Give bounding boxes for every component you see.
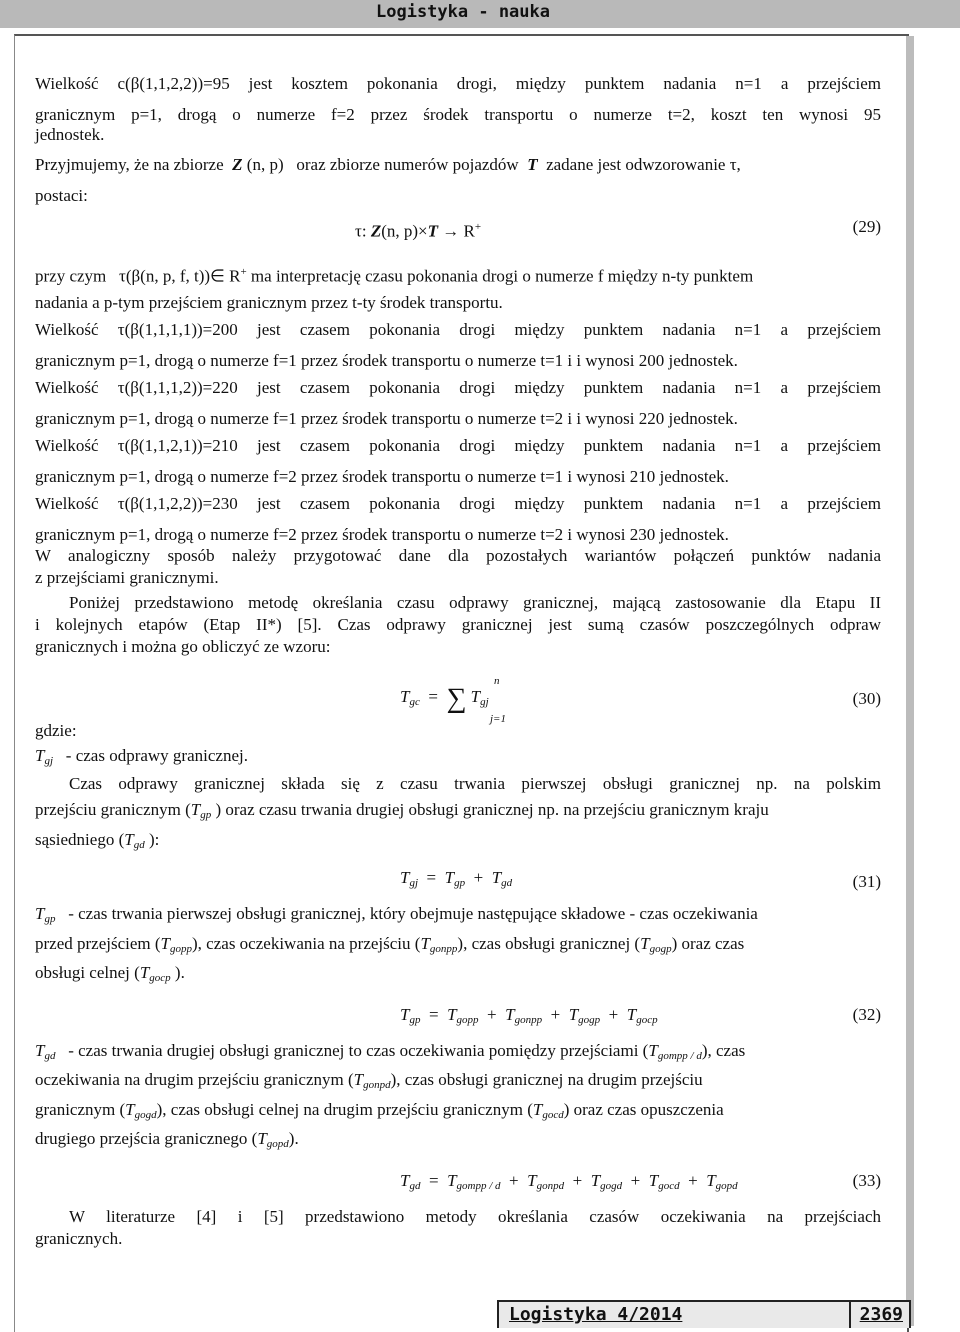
var-t: T [447,1171,457,1190]
reals-symbol: R [463,221,475,241]
sub-gocd: gocd [658,1180,680,1192]
sub-gp: gp [409,1014,421,1026]
sub-gd: gd [44,1050,56,1062]
var-t: T [400,868,410,887]
equation-number: (32) [852,1005,881,1024]
var-t: T [648,1041,658,1060]
equals-symbol: = [428,1171,439,1190]
equals-symbol: = [428,687,438,706]
text-span: ), czas obsługi celnej na drugim przejściu granicznym ( [156,1100,533,1119]
text-span: obsługi celnej ( [35,963,140,982]
plus-symbol: + [473,868,484,887]
plus-symbol: + [572,1171,583,1190]
var-t: T [626,1005,637,1024]
text-line: granicznym p=1, drogą o numerze f=1 przez środek transportu o numerze t=1 i i wynosi 200 jednostek. [35,351,738,370]
header-bar [0,0,960,28]
text-span: ma interpretację czasu pokonania drogi o numerze f między n-ty punktem [250,266,754,286]
plus-symbol: + [688,1171,698,1190]
sum-lower-limit: j=1 [490,713,506,725]
var-t: T [353,1070,364,1089]
var-t: T [35,746,45,765]
plus-symbol: + [487,1005,497,1024]
text-line: granicznym p=1, drogą o numerze f=2 przez środek transportu o numerze t=2, koszt ten wynosi 95 [35,105,881,124]
text-line [35,903,881,930]
set-z-symbol: Z [370,221,382,241]
equation-31 [400,867,512,894]
plus-symbol: + [630,1171,641,1190]
text-span: ), czas [701,1041,746,1060]
plus-symbol: + [608,1005,619,1024]
text-span: ) oraz czas opuszczenia [563,1100,724,1119]
text-line [35,261,881,288]
text-span: przejściu granicznym ( [35,800,191,819]
equation-29 [355,216,481,243]
sub-gonpd: gonpd [536,1180,565,1192]
var-t: T [640,934,650,953]
sub-gogp: gogp [649,943,672,955]
set-t-symbol: T [427,221,439,241]
text-line: Wielkość τ(β(1,1,1,2))=220 jest czasem pokonania drogi między punktem nadania n=1 a przejściem [35,378,881,397]
text-line [35,1099,881,1126]
sum-upper-limit: n [494,675,500,687]
sub-gopp: gopp [170,943,193,955]
text-line: W analogiczny sposób należy przygotować dane dla pozostałych wariantów połączeń punktów nadania [35,546,881,565]
var-t: T [124,830,134,849]
sub-gonpp: gonpp [514,1014,543,1026]
footer-journal: Logistyka 4/2014 [509,1304,683,1325]
text-span: sąsiedniego ( [35,830,125,849]
text-line: granicznych. [35,1229,123,1248]
equation-number: (33) [852,1171,881,1190]
sub-gp: gp [454,877,466,889]
sub-gd: gd [133,839,145,851]
var-t: T [257,1129,267,1148]
set-t-symbol: T [527,155,538,174]
var-t: T [590,1171,601,1190]
sub-gocp: gocp [149,972,171,984]
arrow-symbol: → [442,221,460,241]
equation-33 [400,1170,738,1197]
var-t: T [125,1100,135,1119]
equals-symbol: = [428,1005,439,1024]
plus-sup: + [240,266,247,278]
text-span: ), czas obsługi granicznej na drugim przejściu [390,1070,703,1089]
text-line: jednostek. [35,125,105,144]
sub-gd: gd [409,1180,421,1192]
text-span: ), czas obsługi granicznej ( [457,934,641,953]
text-line: Wielkość τ(β(1,1,2,2))=230 jest czasem pokonania drogi między punktem nadania n=1 a przejściem [35,494,881,513]
text-line: granicznym p=1, drogą o numerze f=2 przez środek transportu o numerze t=1 i wynosi 210 jednostek. [35,467,729,486]
page-footer [497,1300,911,1328]
set-args: (n, p) [246,155,284,174]
text-line: nadania a p-tym przejściem granicznym przez t-ty środek transportu. [35,293,503,312]
text-line: Wielkość τ(β(1,1,2,1))=210 jest czasem pokonania drogi między punktem nadania n=1 a przejściem [35,436,881,455]
text-line [35,745,881,772]
page-number: 2369 [859,1304,903,1325]
sub-gd: gd [501,877,513,889]
text-line: granicznym p=1, drogą o numerze f=1 przez środek transportu o numerze t=2 i i wynosi 220 jednostek. [35,409,738,428]
text-line [35,1040,881,1067]
var-t: T [447,1005,457,1024]
journal-section-title: Logistyka - nauka [376,2,550,22]
text-span: ) oraz czas [671,934,745,953]
var-t: T [190,800,201,819]
text-line: Czas odprawy granicznej składa się z czasu trwania pierwszej obsługi granicznej np. na polskim [69,774,881,793]
sub-gocp: gocp [636,1014,658,1026]
var-t: T [139,963,150,982]
text-line: gdzie: [35,721,77,740]
text-span: oczekiwania na drugim przejściu granicznym ( [35,1070,354,1089]
sub-gopd: gopd [266,1138,289,1150]
text-span: przy czym [35,266,107,286]
text-line [35,933,881,960]
text-span: ), czas oczekiwania na przejściu ( [192,934,421,953]
sub-gogd: gogd [600,1180,623,1192]
text-span: ): [148,830,160,849]
text-line: granicznych i można go obliczyć ze wzoru: [35,637,331,656]
sub-gp: gp [200,809,212,821]
text-span: Przyjmujemy, że na zbiorze [35,155,224,174]
text-span: - czas trwania pierwszej obsługi granicznej, który obejmuje następujące składowe - czas oczekiwania [68,904,758,923]
var-t: T [420,934,430,953]
sub-gogp: gogp [578,1014,601,1026]
plus-sup: + [474,221,482,233]
text-line [35,829,881,856]
var-t: T [491,868,502,887]
equation-number: (29) [852,217,881,236]
var-t: T [706,1171,716,1190]
text-span: granicznym ( [35,1100,126,1119]
var-t: T [470,687,481,706]
text-line: Poniżej przedstawiono metodę określania czasu odprawy granicznej, mającą zastosowanie dla Etapu II [69,593,881,612]
text-span: - czas trwania drugiej obsługi granicznej to czas oczekiwania pomiędzy przejściami ( [68,1041,649,1060]
text-span: ) oraz czasu trwania drugiej obsługi granicznej np. na przejściu granicznym kraju [215,800,769,819]
inline-formula: τ(β(n, p, f, t))∈ R [119,266,241,286]
sub-gopd: gopd [715,1180,738,1192]
var-t: T [400,1005,410,1024]
text-line: postaci: [35,186,88,205]
var-t: T [400,1171,410,1190]
sub-gj: gj [44,755,54,767]
set-z-symbol: Z [232,155,243,174]
text-line: Wielkość c(β(1,1,2,2))=95 jest kosztem pokonania drogi, między punktem nadania n=1 a przejściem [35,74,881,93]
var-t: T [648,1171,659,1190]
var-t: T [35,1041,45,1060]
frame-shadow [906,36,914,1326]
var-t: T [160,934,171,953]
text-line: W literaturze [4] i [5] przedstawiono metody określania czasów oczekiwania na przejściach [69,1207,881,1226]
text-span: oraz zbiorze numerów pojazdów [296,155,519,174]
sub-gompp-d: gompp / d [456,1180,501,1192]
text-span: - czas odprawy granicznej. [65,746,248,765]
text-span: ). [288,1129,299,1148]
text-line: z przejściami granicznymi. [35,568,219,587]
sub-gp: gp [44,913,56,925]
text-line [35,1069,881,1096]
var-t: T [568,1005,579,1024]
sub-gonpd: gonpd [363,1079,391,1091]
text-line: i kolejnych etapów (Etap II*) [5]. Czas odprawy granicznej jest sumą czasów poszczególnych odpraw [35,615,881,634]
text-line [35,154,881,176]
sub-gonpp: gonpp [429,943,458,955]
var-t: T [527,1171,537,1190]
text-span: przed przejściem ( [35,934,161,953]
text-span: zadane jest odwzorowanie τ, [546,155,741,174]
sum-symbol: ∑ [446,683,467,714]
text-line [35,799,881,826]
text-span: ). [174,963,185,982]
sub-gopp: gopp [456,1014,479,1026]
sub-gogd: gogd [134,1109,157,1121]
sub-gj: gj [480,696,489,708]
plus-symbol: + [550,1005,561,1024]
equals-symbol: = [426,868,437,887]
sub-gocd: gocd [542,1109,564,1121]
sub-gc: gc [409,696,420,708]
var-t: T [444,868,455,887]
text-line: Wielkość τ(β(1,1,1,1))=200 jest czasem pokonania drogi między punktem nadania n=1 a przejściem [35,320,881,339]
var-t: T [400,687,410,706]
sub-gompp-d: gompp / d [657,1050,702,1062]
equation-number: (30) [852,689,881,708]
var-t: T [505,1005,515,1024]
var-t: T [532,1100,543,1119]
var-t: T [35,904,45,923]
text-line [35,1128,881,1155]
times-symbol: × [418,221,428,241]
equation-32 [400,1004,658,1031]
footer-separator [849,1302,851,1328]
tau-map: τ: [355,221,367,241]
text-line [35,962,881,989]
equation-number: (31) [852,872,881,891]
plus-symbol: + [509,1171,519,1190]
text-span: drugiego przejścia granicznego ( [35,1129,258,1148]
set-args: (n, p) [381,221,419,241]
sub-gj: gj [409,877,419,889]
text-line: granicznym p=1, drogą o numerze f=2 przez środek transportu o numerze t=2 i wynosi 230 jednostek. [35,525,729,544]
